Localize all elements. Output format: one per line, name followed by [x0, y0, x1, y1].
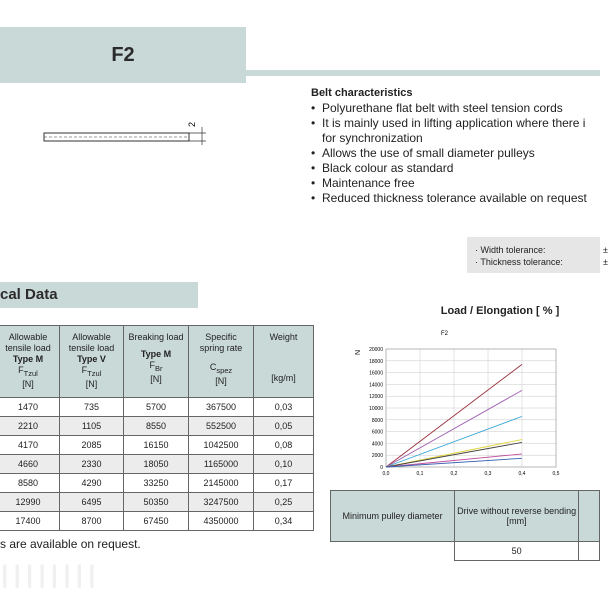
chart-title: Load / Elongation [ % ] — [440, 305, 560, 317]
table-row — [0, 512, 314, 531]
table-row — [0, 455, 314, 474]
table-cell: 67450 — [124, 512, 189, 531]
table-cell: 0,25 — [254, 493, 314, 512]
list-item: • Maintenance free — [311, 176, 611, 191]
table-row — [0, 417, 314, 436]
technical-heading: cal Data — [0, 286, 58, 303]
table-row — [0, 493, 314, 512]
header-type: Type V — [77, 354, 106, 364]
table-cell: 2330 — [60, 455, 124, 474]
belt-characteristics-list — [311, 101, 611, 206]
table-cell: 8700 — [60, 512, 124, 531]
y-tick-label: 20000 — [369, 347, 383, 353]
tolerance-value: ± — [603, 257, 608, 267]
table-cell: 4290 — [60, 474, 124, 493]
table-header-cell — [189, 326, 254, 398]
header-unit: [kg/m] — [271, 373, 296, 383]
y-tick-label: 0 — [380, 465, 383, 471]
header-line: spring rate — [199, 343, 243, 353]
table-cell: 1042500 — [189, 436, 254, 455]
table-header-cell — [254, 326, 314, 398]
y-axis-label: N — [355, 349, 362, 355]
header-symbol: $F_{Tzul}$ — [81, 365, 102, 378]
table-cell: 0,05 — [254, 417, 314, 436]
technical-data-table — [0, 325, 314, 531]
table-cell: 1105 — [60, 417, 124, 436]
table-cell: 0,08 — [254, 436, 314, 455]
table-cell: 0,03 — [254, 398, 314, 417]
y-tick-label: 14000 — [369, 382, 383, 389]
table-cell: 8580 — [0, 474, 60, 493]
x-tick-label: 0,4 — [518, 471, 526, 477]
table-cell: 0,10 — [254, 455, 314, 474]
y-tick-label: 8000 — [371, 417, 383, 424]
x-tick-label: 0,5 — [552, 471, 560, 477]
header-line: Breaking load — [128, 332, 184, 342]
table-cell: 4350000 — [189, 512, 254, 531]
belt-profile-drawing — [38, 115, 218, 155]
table-row — [0, 436, 314, 455]
width-tolerance: · Width tolerance: ± — [475, 245, 608, 255]
tolerance-label: Width tolerance: — [480, 245, 546, 255]
list-item: • It is mainly used in lifting application where there i — [311, 116, 611, 131]
header-symbol: $C_{spez}$ — [209, 362, 233, 375]
list-item: • Allows the use of small diameter pulleys — [311, 146, 611, 161]
x-tick-label: 0,1 — [416, 471, 424, 477]
table-cell: 2145000 — [189, 474, 254, 493]
pulley-header-drive: Drive without reverse bending [mm] — [455, 491, 579, 542]
pulley-empty-cell — [331, 542, 455, 561]
header-symbol: $F_{Br}$ — [149, 360, 163, 373]
header-symbol: $F_{Tzul}$ — [18, 365, 38, 378]
tolerance-label: Thickness tolerance: — [480, 257, 563, 267]
header-line: tensile load — [5, 343, 51, 353]
header-line: Allowable — [72, 332, 111, 342]
list-item: • Black colour as standard — [311, 161, 611, 176]
table-cell: 3247500 — [189, 493, 254, 512]
belt-characteristics-heading: Belt characteristics — [311, 87, 413, 99]
faded-watermark: IIIIIIII — [0, 558, 100, 596]
y-tick-label: 10000 — [369, 406, 383, 412]
x-tick-label: 0,3 — [484, 471, 492, 477]
thickness-tolerance: · Thickness tolerance: ± — [475, 257, 608, 267]
table-header-cell — [60, 326, 124, 398]
pulley-header-extra — [579, 491, 600, 542]
y-tick-label: 18000 — [369, 358, 383, 365]
header-type: Type M — [140, 349, 172, 359]
table-cell: 1165000 — [189, 455, 254, 474]
header-line: tensile load — [68, 343, 115, 353]
table-header-row — [0, 326, 314, 398]
y-tick-label: 16000 — [369, 370, 383, 377]
table-body — [0, 398, 314, 531]
header-line: Specific — [205, 332, 237, 342]
y-tick-label: 12000 — [369, 394, 383, 401]
pulley-table — [330, 490, 600, 561]
pulley-header-label: Minimum pulley diameter — [331, 491, 455, 542]
table-cell: 5700 — [124, 398, 189, 417]
table-cell: 4660 — [0, 455, 60, 474]
table-header-cell — [124, 326, 189, 398]
header-line: Allowable — [8, 332, 48, 342]
y-tick-label: 2000 — [371, 453, 383, 460]
y-tick-label: 6000 — [371, 429, 383, 436]
table-cell: 2085 — [60, 436, 124, 455]
header-unit: [N] — [215, 375, 227, 386]
table-cell: 16150 — [124, 436, 189, 455]
table-cell: 367500 — [189, 398, 254, 417]
table-cell: 33250 — [124, 474, 189, 493]
table-row — [0, 474, 314, 493]
table-cell: 2210 — [0, 417, 60, 436]
header-line: Weight — [269, 332, 298, 342]
tolerance-box — [467, 237, 608, 273]
tolerance-value: ± — [603, 245, 608, 255]
list-item: • Polyurethane flat belt with steel tension cords — [311, 101, 611, 116]
page-title: F2 — [111, 44, 135, 66]
pulley-extra-cell — [579, 542, 600, 561]
y-tick-label: 4000 — [371, 441, 383, 448]
availability-note: s are available on request. — [0, 537, 141, 551]
list-item — [311, 131, 611, 146]
table-row — [0, 398, 314, 417]
table-cell: 0,17 — [254, 474, 314, 493]
table-cell: 8550 — [124, 417, 189, 436]
table-cell: 17400 — [0, 512, 60, 531]
pulley-value-row — [331, 542, 600, 561]
pulley-value: 50 — [455, 542, 579, 561]
table-cell: 6495 — [60, 493, 124, 512]
list-item-continuation: for synchronization — [322, 131, 423, 145]
header-divider — [246, 70, 600, 76]
table-cell: 12990 — [0, 493, 60, 512]
x-tick-label: 0,0 — [382, 471, 390, 477]
load-elongation-chart — [352, 325, 600, 485]
table-cell: 50350 — [124, 493, 189, 512]
header-unit: [N] — [150, 373, 162, 384]
table-cell: 552500 — [189, 417, 254, 436]
pulley-header-row — [331, 491, 600, 542]
header-unit: [N] — [22, 378, 34, 389]
table-cell: 18050 — [124, 455, 189, 474]
table-cell: 1470 — [0, 398, 60, 417]
table-cell: 4170 — [0, 436, 60, 455]
chart-subtitle: F2 — [441, 331, 449, 337]
x-tick-label: 0,2 — [450, 471, 458, 477]
table-header-cell — [0, 326, 60, 398]
table-cell: 735 — [60, 398, 124, 417]
header-type: Type M — [12, 354, 44, 364]
header-unit: [N] — [85, 378, 98, 389]
table-cell: 0,34 — [254, 512, 314, 531]
dim-label: 2 — [187, 121, 197, 127]
list-item: • Reduced thickness tolerance available on request — [311, 191, 611, 206]
